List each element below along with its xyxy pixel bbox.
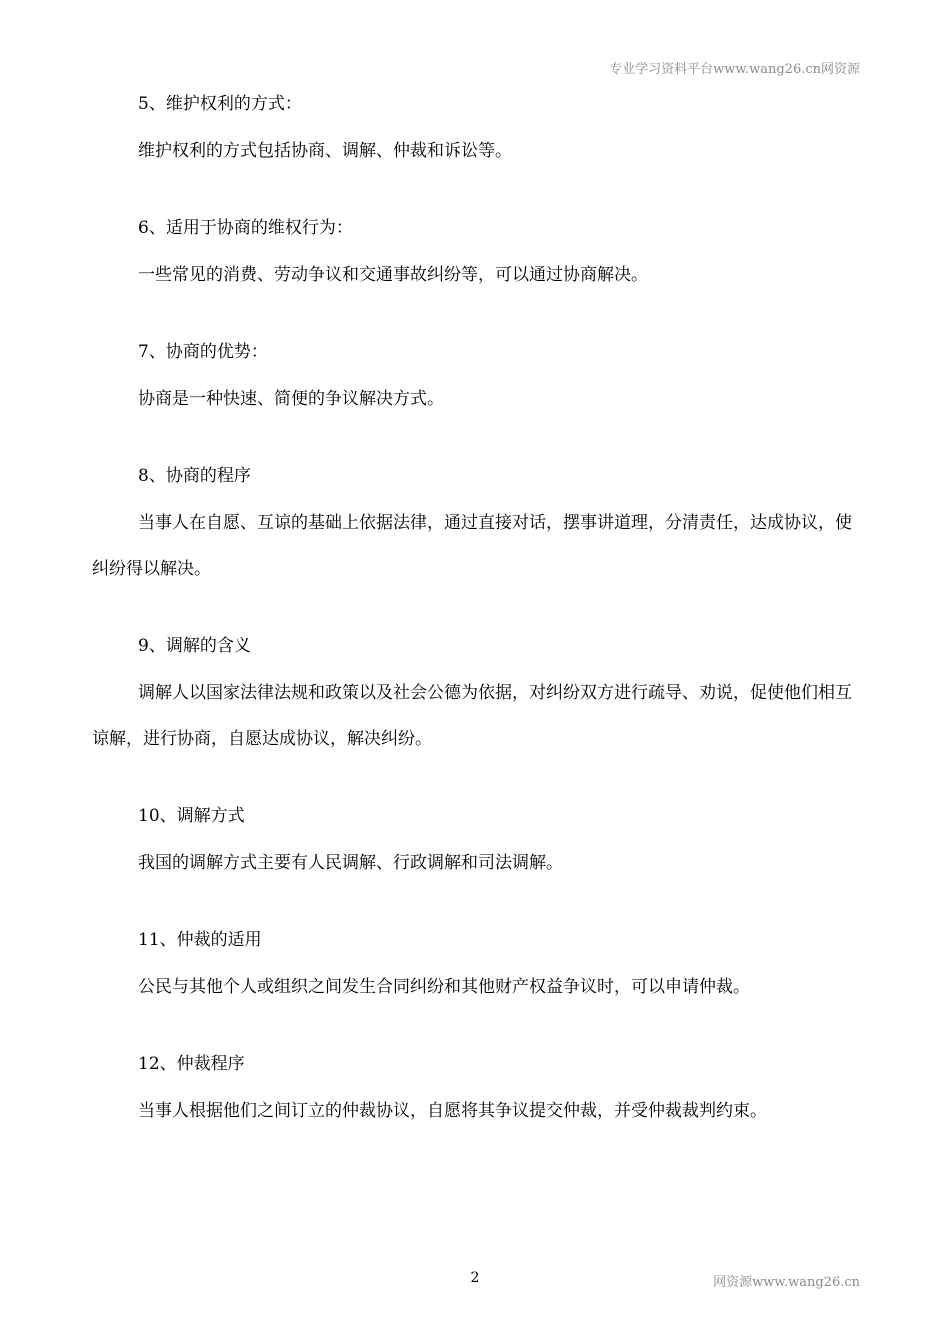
section-body: 协商是一种快速、简便的争议解决方式。 [138,389,444,409]
section-10 [92,802,852,886]
section-8 [92,462,852,592]
section-body: 当事人在自愿、互谅的基础上依据法律，通过直接对话，摆事讲道理，分清责任，达成协议，使纠纷得以解决。 [92,513,852,579]
section-heading: 9、调解的含义 [138,636,251,656]
document-body [92,90,852,1174]
section-heading: 6、适用于协商的维权行为： [138,218,353,238]
section-heading: 12、仲裁程序 [138,1054,245,1074]
section-heading: 10、调解方式 [138,806,245,826]
section-9 [92,632,852,762]
section-6 [92,214,852,298]
section-body: 公民与其他个人或组织之间发生合同纠纷和其他财产权益争议时，可以申请仲裁。 [138,977,750,997]
section-11 [92,926,852,1010]
section-body: 我国的调解方式主要有人民调解、行政调解和司法调解。 [138,853,563,873]
section-7 [92,338,852,422]
section-5 [92,90,852,174]
section-body: 一些常见的消费、劳动争议和交通事故纠纷等，可以通过协商解决。 [138,265,648,285]
footer-watermark: 网资源www.wang26.cn [713,1275,860,1290]
section-body: 当事人根据他们之间订立的仲裁协议，自愿将其争议提交仲裁，并受仲裁裁判约束。 [138,1101,767,1121]
section-heading: 8、协商的程序 [138,466,251,486]
section-12 [92,1050,852,1134]
section-heading: 5、维护权利的方式： [138,94,302,114]
section-body: 调解人以国家法律法规和政策以及社会公德为依据，对纠纷双方进行疏导、劝说，促使他们相互谅解，进行协商，自愿达成协议，解决纠纷。 [92,683,852,749]
section-body: 维护权利的方式包括协商、调解、仲裁和诉讼等。 [138,141,512,161]
page-number: 2 [470,1270,480,1286]
header-watermark: 专业学习资料平台www.wang26.cn网资源 [609,62,860,77]
section-heading: 7、协商的优势： [138,342,268,362]
section-heading: 11、仲裁的适用 [138,930,262,950]
